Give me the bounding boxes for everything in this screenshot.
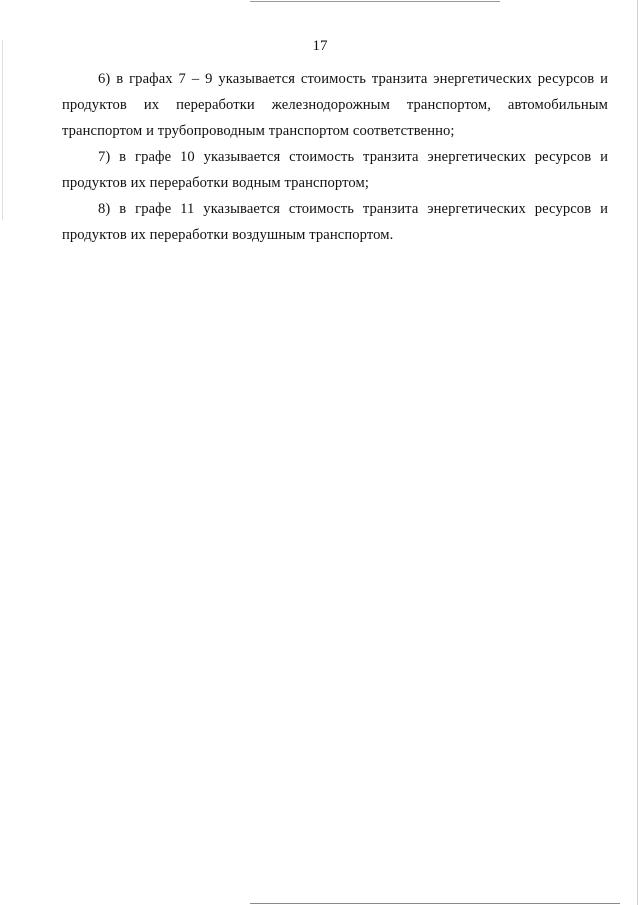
scan-edge-right bbox=[637, 0, 638, 905]
document-body bbox=[62, 66, 608, 248]
paragraph-8: 8) в графе 11 указывается стоимость транзита энергетических ресурсов и продуктов их переработки воздушным транспортом. bbox=[62, 201, 608, 243]
scan-edge-bottom bbox=[250, 903, 620, 904]
scan-edge-top bbox=[250, 1, 500, 2]
paragraph-7: 7) в графе 10 указывается стоимость транзита энергетических ресурсов и продуктов их переработки водным транспортом; bbox=[62, 149, 608, 191]
scan-edge-left bbox=[2, 40, 3, 220]
page-number: 17 bbox=[312, 38, 328, 54]
paragraph-6: 6) в графах 7 – 9 указывается стоимость транзита энергетических ресурсов и продуктов их переработки железнодорожным транспортом, автомобильным транспортом и трубопроводным транспортом соответственно; bbox=[62, 71, 608, 139]
